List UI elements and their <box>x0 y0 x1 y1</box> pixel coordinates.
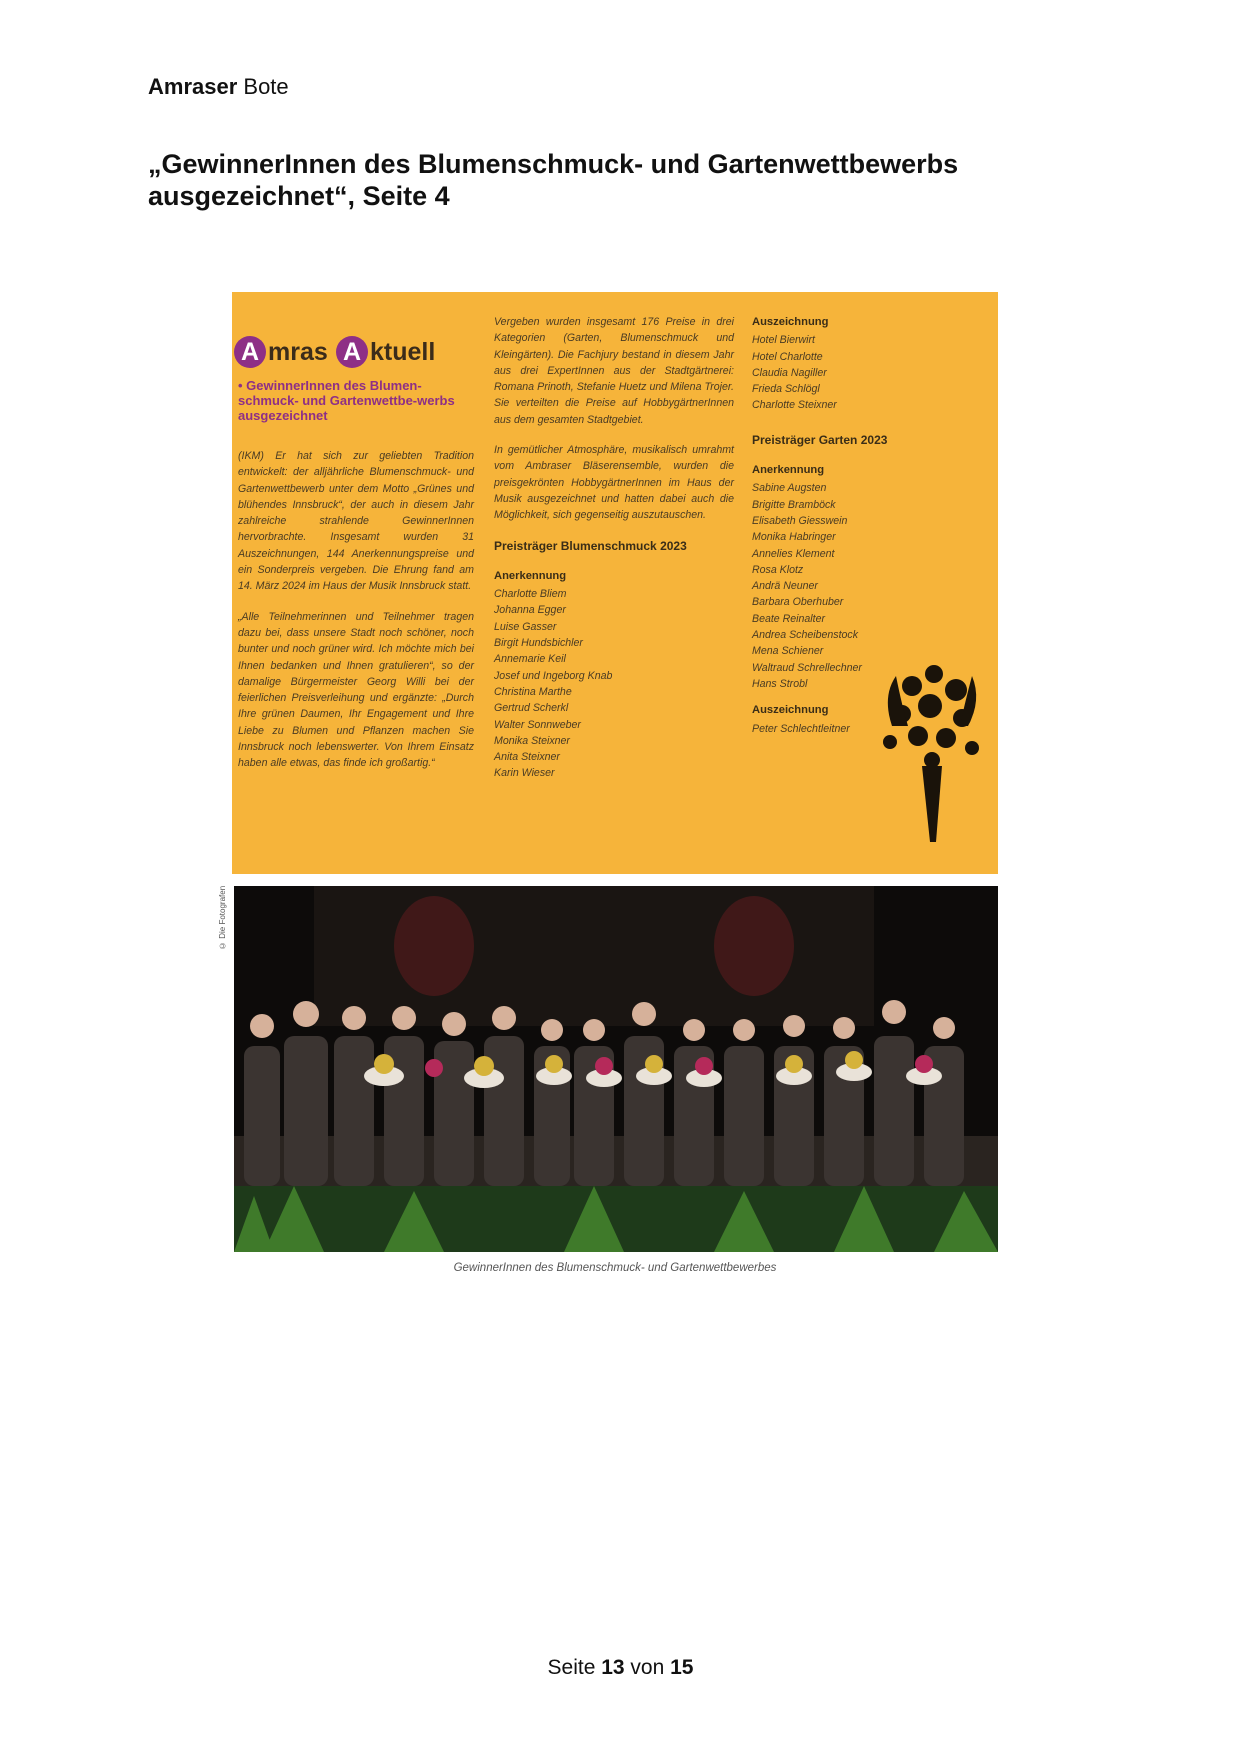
footer-page-total: 15 <box>670 1656 694 1679</box>
group-photo <box>234 886 998 1252</box>
winner-name: Waltraud Schrellechner <box>752 661 862 674</box>
winners-heading-garten: Preisträger Garten 2023 <box>752 432 888 447</box>
winner-name: Charlotte Bliem <box>494 588 567 601</box>
winner-name: Sabine Augsten <box>752 482 827 495</box>
winner-name: Johanna Egger <box>494 604 566 617</box>
article-column-1 <box>238 448 474 786</box>
winner-name: Luise Gasser <box>494 620 557 633</box>
winner-name: Barbara Oberhuber <box>752 596 844 609</box>
winner-name: Annelies Klement <box>752 547 835 560</box>
winner-name: Elisabeth Giesswein <box>752 514 848 527</box>
winner-name: Frieda Schlögl <box>752 383 820 396</box>
publication-name-bold: Amraser <box>148 74 238 99</box>
winner-name: Hotel Bierwirt <box>752 334 815 347</box>
winners-subheading: Anerkennung <box>752 464 825 477</box>
winner-name: Mena Schiener <box>752 645 824 658</box>
winner-name: Gertrud Scherkl <box>494 702 569 715</box>
winner-name: Monika Steixner <box>494 734 570 747</box>
winner-name: Walter Sonnweber <box>494 718 581 731</box>
publication-name-rest: Bote <box>237 74 289 99</box>
winner-name: Christina Marthe <box>494 685 572 698</box>
photo-credit: © Die Fotografen <box>218 886 227 951</box>
winner-name: Monika Habringer <box>752 531 836 544</box>
page-footer <box>0 1656 1241 1680</box>
winner-name: Charlotte Steixner <box>752 399 837 412</box>
winner-name: Andrä Neuner <box>752 580 818 593</box>
logo-letter-circle: A <box>336 336 368 368</box>
article-paragraph: Vergeben wurden insgesamt 176 Preise in drei Kategorien (Garten, Blumenschmuck und Kleingärten). Die Fachjury bestand in diesem Jahr aus drei ExpertInnen aus der Stadtgärtnerei: Romana Prinoth, Stefanie Huetz und Milena Trojer. Sie verteilten die Preise auf HobbygärtnerInnen aus dem gesamten Stadtgebiet. <box>494 316 734 426</box>
footer-prefix: Seite <box>547 1656 602 1679</box>
photo-caption: GewinnerInnen des Blumenschmuck- und Gartenwettbewerbes <box>453 1262 777 1274</box>
footer-middle: von <box>624 1656 671 1679</box>
article-paragraph: „Alle Teilnehmerinnen und Teilnehmer tragen dazu bei, dass unsere Stadt noch schöner, noch bunter und noch grüner wird. Ich möchte mich bei Ihnen bedanken und Ihnen gratulieren“, so der damalige Bürgermeister Georg Willi bei der feierlichen Preisverleihung und ergänzte: „Durch Ihre grünen Daumen, Ihr Engagement und Ihre Liebe zu Blumen und Pflanzen machen Sie Innsbruck noch lebenswerter. Von Ihrem Einsatz haben alle etwas, das finde ich großartig.“ <box>238 610 474 770</box>
winner-name: Claudia Nagiller <box>752 366 827 379</box>
winner-name: Andrea Scheibenstock <box>752 629 859 642</box>
winner-name: Annemarie Keil <box>494 653 566 666</box>
winner-name: Peter Schlechtleitner <box>752 722 850 735</box>
publication-header <box>148 74 289 100</box>
article-paragraph: In gemütlicher Atmosphäre, musikalisch umrahmt vom Ambraser Bläserensemble, wurden die preisgekrönten HobbygärtnerInnen im Haus der Musik ausgezeichnet und hatten dabei auch die Möglichkeit, sich gegenseitig auszutauschen. <box>494 444 734 522</box>
winner-name: Josef und Ingeborg Knab <box>494 669 613 682</box>
document-title: „GewinnerInnen des Blumenschmuck- und Gartenwettbewerbs ausgezeichnet“, Seite 4 <box>148 149 959 211</box>
footer-page-number: 13 <box>601 1656 625 1679</box>
newspaper-clipping <box>232 292 998 874</box>
winner-name: Brigitte Bramböck <box>752 498 836 511</box>
winners-subheading: Auszeichnung <box>752 704 829 717</box>
logo-word: ktuell <box>370 338 436 366</box>
winner-name: Anita Steixner <box>494 751 560 764</box>
winner-name: Hotel Charlotte <box>752 350 823 363</box>
article-kicker: • GewinnerInnen des Blumen-schmuck- und Gartenwettbe-werbs ausgezeichnet <box>238 378 455 423</box>
winner-name: Beate Reinalter <box>752 612 826 625</box>
winners-list-blumenschmuck <box>494 586 734 782</box>
winner-name: Hans Strobl <box>752 677 808 690</box>
winner-name: Rosa Klotz <box>752 563 804 576</box>
winners-subheading: Anerkennung <box>494 569 567 582</box>
article-paragraph: (IKM) Er hat sich zur geliebten Tradition entwickelt: der alljährliche Blumenschmuck- und Gartenwettbewerb unter dem Motto „Grünes und blühendes Innsbruck“, der auch in diesem Jahr zahlreiche strahlende GewinnerInnen hervorbrachte. Insgesamt wurden 31 Auszeichnungen, 144 Anerkennungspreise und ein Sonderpreis vergeben. Die Ehrung fand am 14. März 2024 im Haus der Musik Innsbruck statt. <box>238 450 474 593</box>
winners-heading-blumenschmuck: Preisträger Blumenschmuck 2023 <box>494 538 687 553</box>
winner-name: Karin Wieser <box>494 767 555 780</box>
article-column-2 <box>494 314 734 782</box>
winners-list-auszeichnung <box>752 332 922 413</box>
bouquet-illustration <box>872 656 992 846</box>
winners-subheading: Auszeichnung <box>752 316 829 328</box>
logo-word: mras <box>268 338 328 366</box>
winner-name: Birgit Hundsbichler <box>494 637 583 650</box>
logo-letter-circle: A <box>234 336 266 368</box>
amras-aktuell-logo <box>234 332 474 372</box>
